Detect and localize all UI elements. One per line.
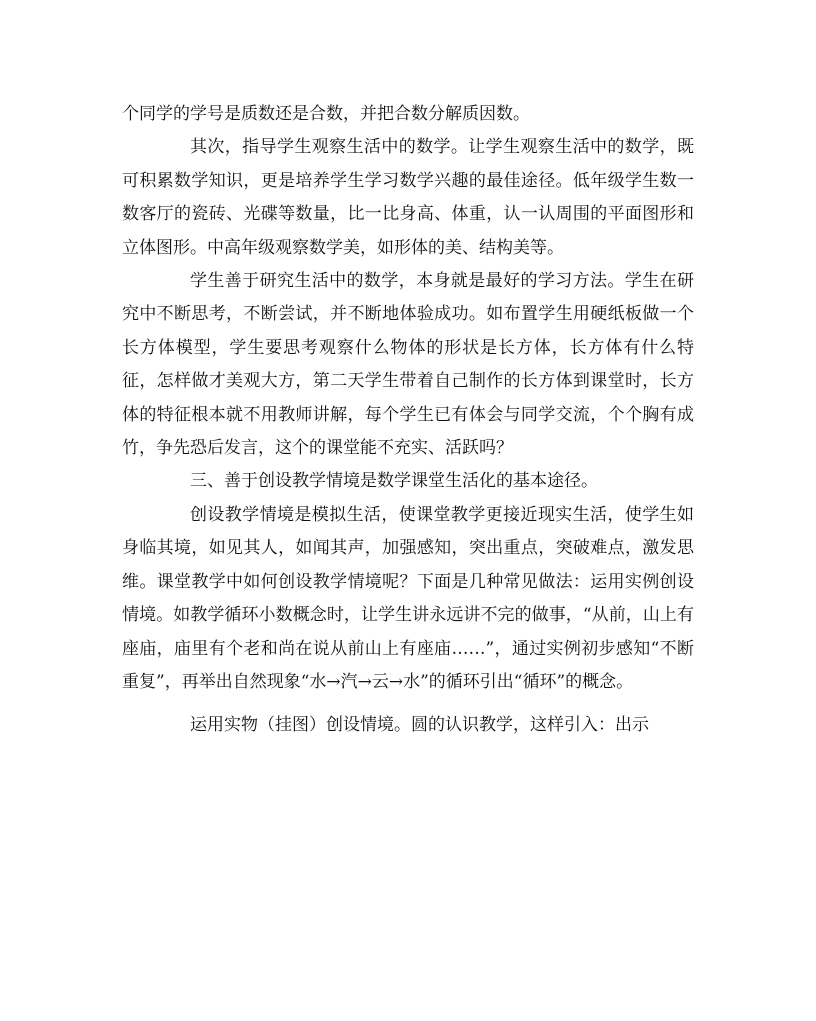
paragraph-physical-objects: 运用实物（挂图）创设情境。圆的认识教学，这样引入：出示 <box>190 715 649 736</box>
document-body <box>122 98 694 743</box>
paragraph-continued: 个同学的学号是质数还是合数，并把合数分解质因数。 <box>122 104 530 124</box>
paragraph-create-scenario: 创设教学情境是模拟生活，使课堂教学更接近现实生活，使学生如身临其境，如见其人，如闻其声，加强感知，突出重点，突破难点，激发思维。课堂教学中如何创设教学情境呢？下面是几种常见做法：运用实例创设情境。如教学循环小数概念时，让学生讲永远讲不完的做事，“从前，山上有座庙，庙里有个老和尚在说从前山上有座庙……”，通过实例初步感知“不断重复”，再举出自然现象“水→汽→云→水”的循环引出“循环”的概念。 <box>122 504 694 692</box>
paragraph-research-math: 学生善于研究生活中的数学，本身就是最好的学习方法。学生在研究中不断思考，不断尝试，并不断地体验成功。如布置学生用硬纸板做一个长方体模型，学生要思考观察什么物体的形状是长方体，长方体有什么特征，怎样做才美观大方，第二天学生带着自己制作的长方体到课堂时，长方体的特征根本就不用教师讲解，每个学生已有体会与同学交流，个个胸有成竹，争先恐后发言，这个的课堂能不充实、活跃吗？ <box>122 271 694 459</box>
section-heading-three: 三、善于创设教学情境是数学课堂生活化的基本途径。 <box>190 471 598 492</box>
paragraph-observe-math: 其次，指导学生观察生活中的数学。让学生观察生活中的数学，既可积累数学知识，更是培养学生学习数学兴趣的最佳途径。低年级学生数一数客厅的瓷砖、光碟等数量，比一比身高、体重，认一认周围的平面图形和立体图形。中高年级观察数学美，如形体的美、结构美等。 <box>122 137 694 258</box>
